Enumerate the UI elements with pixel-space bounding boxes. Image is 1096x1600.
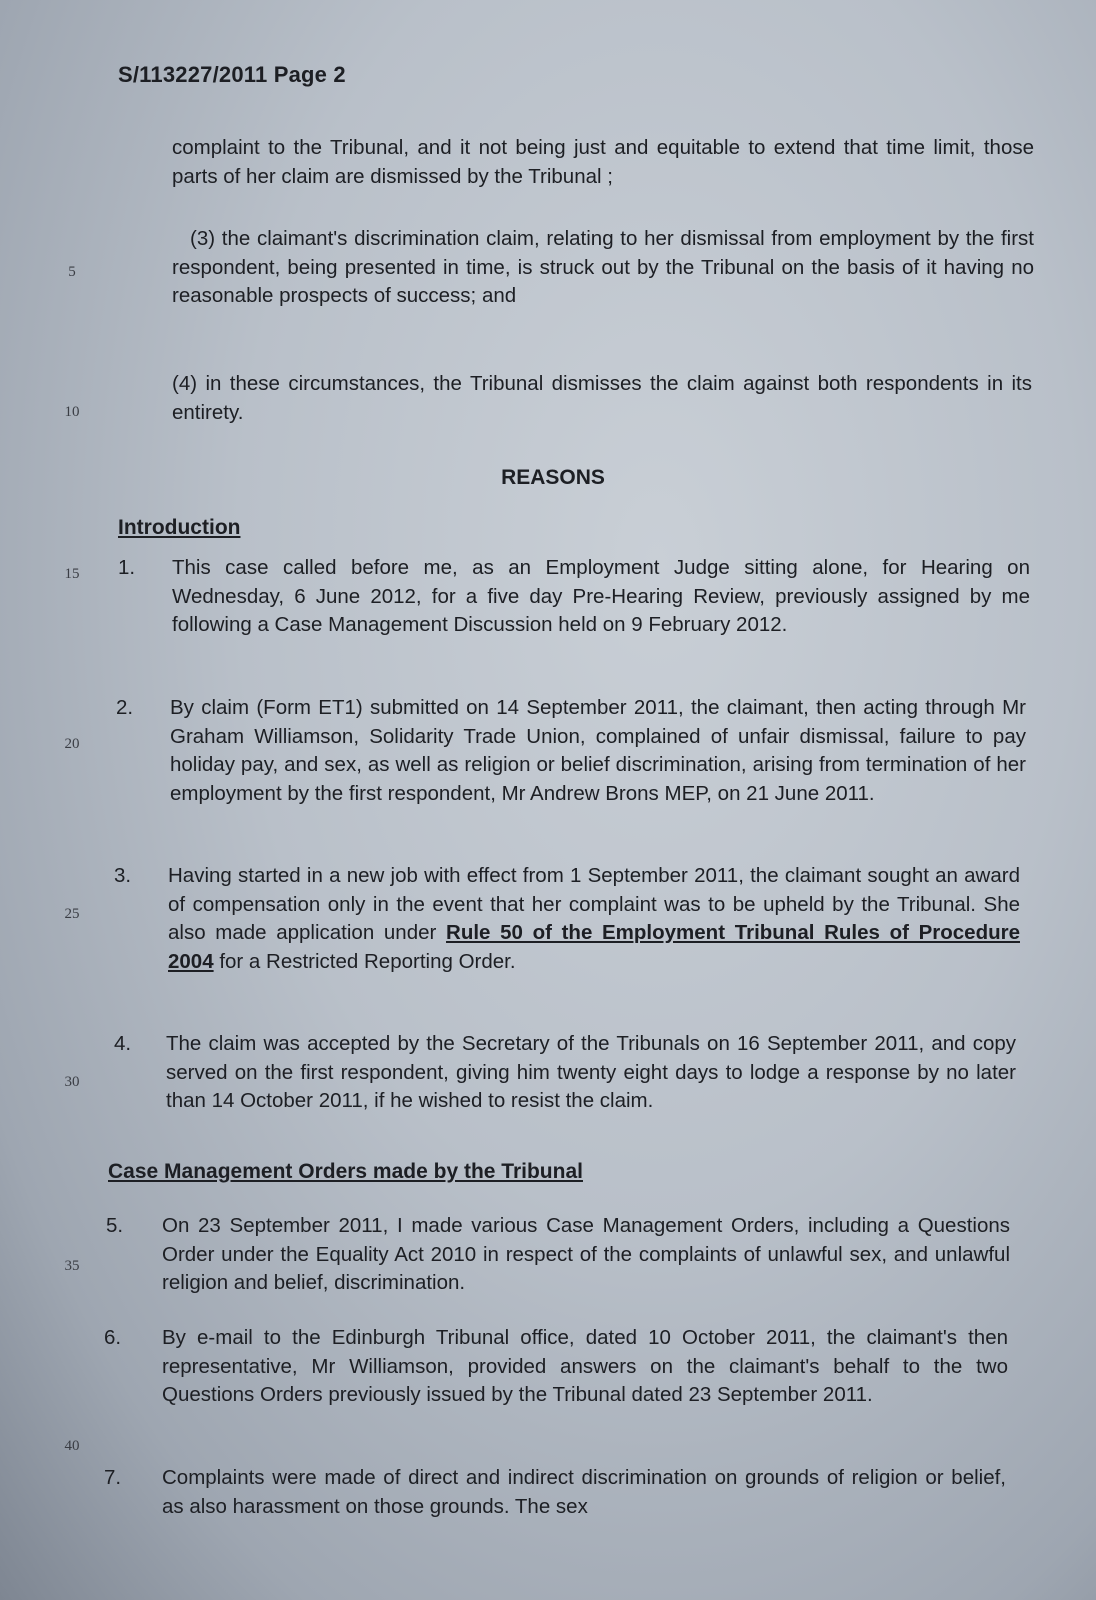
line-number-10: 10 [64, 404, 80, 420]
paragraph-4-text: The claim was accepted by the Secretary of the Tribunals on 16 September 2011, and copy served on the first respondent, giving him twenty eight days to lodge a response by no later than 14 October 2011, if he wished to resist the claim. [166, 1032, 1016, 1112]
line-number-5: 5 [68, 264, 76, 280]
paragraph-1-text: This case called before me, as an Employment Judge sitting alone, for Hearing on Wednesday, 6 June 2012, for a five day Pre-Hearing Review, previously assigned by me following a Case Management Discussion held on 9 February 2012. [172, 556, 1030, 636]
paragraph-6-text: By e-mail to the Edinburgh Tribunal office, dated 10 October 2011, the claimant's then representative, Mr Williamson, provided answers on the claimant's behalf to the two Questions Orders previously issued by the Tribunal dated 23 September 2011. [162, 1326, 1008, 1406]
paragraph-3-text [168, 862, 1020, 976]
paragraph-5-text: On 23 September 2011, I made various Case Management Orders, including a Questions Order under the Equality Act 2010 in respect of the complaints of unlawful sex, and unlawful religion and belief, discrimination. [162, 1214, 1010, 1294]
introduction-heading: Introduction [118, 516, 241, 539]
line-number-20: 20 [64, 736, 80, 752]
paragraph-3-text-after: for a Restricted Reporting Order. [219, 949, 516, 973]
order-item-4: (4) in these circumstances, the Tribunal dismisses the claim against both respondents in its entirety. [172, 372, 1032, 424]
order-item-3: (3) the claimant's discrimination claim, relating to her dismissal from employment by the first respondent, being presented in time, is struck out by the Tribunal on the basis of it having no reasonable prospects of success; and [172, 227, 1034, 307]
paragraph-6-number: 6. [104, 1326, 122, 1349]
paragraph-2-number: 2. [116, 696, 134, 719]
paragraph-7-text: Complaints were made of direct and indirect discrimination on grounds of religion or belief, as also harassment on those grounds. The sex [162, 1466, 1006, 1518]
paragraph-1-number: 1. [118, 556, 136, 579]
paragraph-2-text: By claim (Form ET1) submitted on 14 September 2011, the claimant, then acting through Mr Graham Williamson, Solidarity Trade Union, complained of unfair dismissal, failure to pay holiday pay, and sex, as well as religion or belief discrimination, arising from termination of her employment by the first respondent, Mr Andrew Brons MEP, on 21 June 2011. [170, 696, 1026, 805]
page-header: S/113227/2011 Page 2 [118, 62, 346, 87]
case-management-orders-heading: Case Management Orders made by the Tribunal [108, 1160, 583, 1183]
paragraph-4-number: 4. [114, 1032, 132, 1055]
paragraph-3-number: 3. [114, 864, 132, 887]
continuation-paragraph: complaint to the Tribunal, and it not being just and equitable to extend that time limit, those parts of her claim are dismissed by the Tribunal ; [172, 136, 1034, 188]
rule-50-reference: Rule 50 of the Employment Tribunal Rules of Procedure 2004 [168, 921, 1020, 973]
line-number-15: 15 [64, 566, 80, 582]
line-number-25: 25 [64, 906, 80, 922]
paragraph-3-text-before: Having started in a new job with effect from 1 September 2011, the claimant sought an award of compensation only in the event that her complaint was to be upheld by the Tribunal. She also made application under [168, 864, 1020, 944]
line-number-40: 40 [64, 1438, 80, 1454]
paragraph-7-number: 7. [104, 1466, 122, 1489]
line-number-30: 30 [64, 1074, 80, 1090]
reasons-heading: REASONS [501, 466, 605, 489]
paragraph-5-number: 5. [106, 1214, 124, 1237]
line-number-35: 35 [64, 1258, 80, 1274]
